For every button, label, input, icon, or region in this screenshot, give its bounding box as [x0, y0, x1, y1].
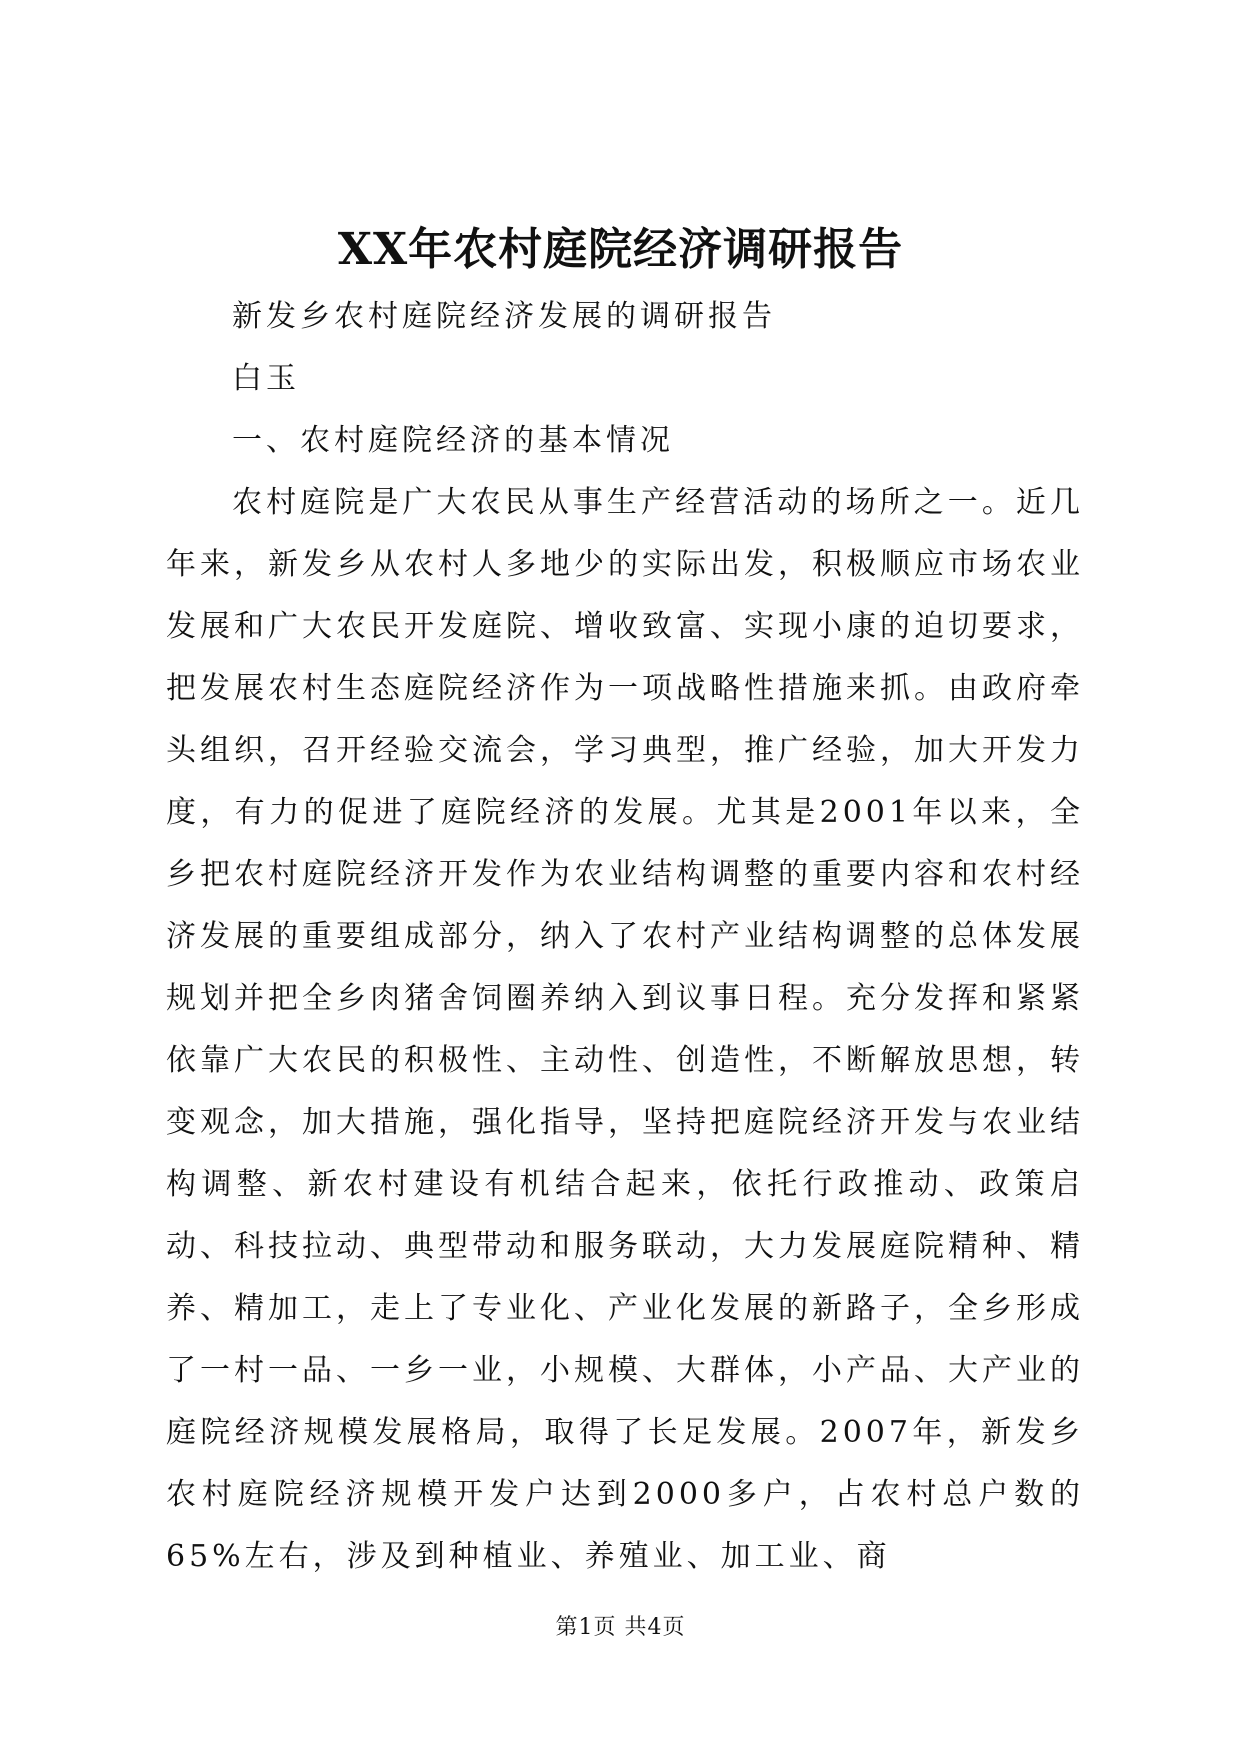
page-footer: 第1页 共4页 [555, 1615, 686, 1640]
section-heading: 一、农村庭院经济的基本情况 [232, 423, 674, 458]
document-title: XX年农村庭院经济调研报告 [337, 224, 904, 275]
body-paragraph: 农村庭院是广大农民从事生产经营活动的场所之一。近几年来，新发乡从农村人多地少的实际出发，积极顺应市场农业发展和广大农民开发庭院、增收致富、实现小康的迫切要求，把发展农村生态庭院经济作为一项战略性措施来抓。由政府牵头组织，召开经验交流会，学习典型，推广经验，加大开发力度，有力的促进了庭院经济的发展。尤其是2001年以来，全乡把农村庭院经济开发作为农业结构调整的重要内容和农村经济发展的重要组成部分，纳入了农村产业结构调整的总体发展规划并把全乡肉猪舍饲圈养纳入到议事日程。充分发挥和紧紧依靠广大农民的积极性、主动性、创造性，不断解放思想，转变观念，加大措施，强化指导，坚持把庭院经济开发与农业结构调整、新农村建设有机结合起来，依托行政推动、政策启动、科技拉动、典型带动和服务联动，大力发展庭院精种、精养、精加工，走上了专业化、产业化发展的新路子，全乡形成了一村一品、一乡一业，小规模、大群体，小产品、大产业的庭院经济规模发展格局，取得了长足发展。2007年，新发乡农村庭院经济规模开发户达到2000多户，占农村总户数的65%左右，涉及到种植业、养殖业、加工业、商 [166, 485, 1084, 1574]
subtitle: 新发乡农村庭院经济发展的调研报告 [232, 299, 776, 334]
author-name: 白玉 [232, 361, 300, 396]
document-body [166, 286, 1084, 1588]
